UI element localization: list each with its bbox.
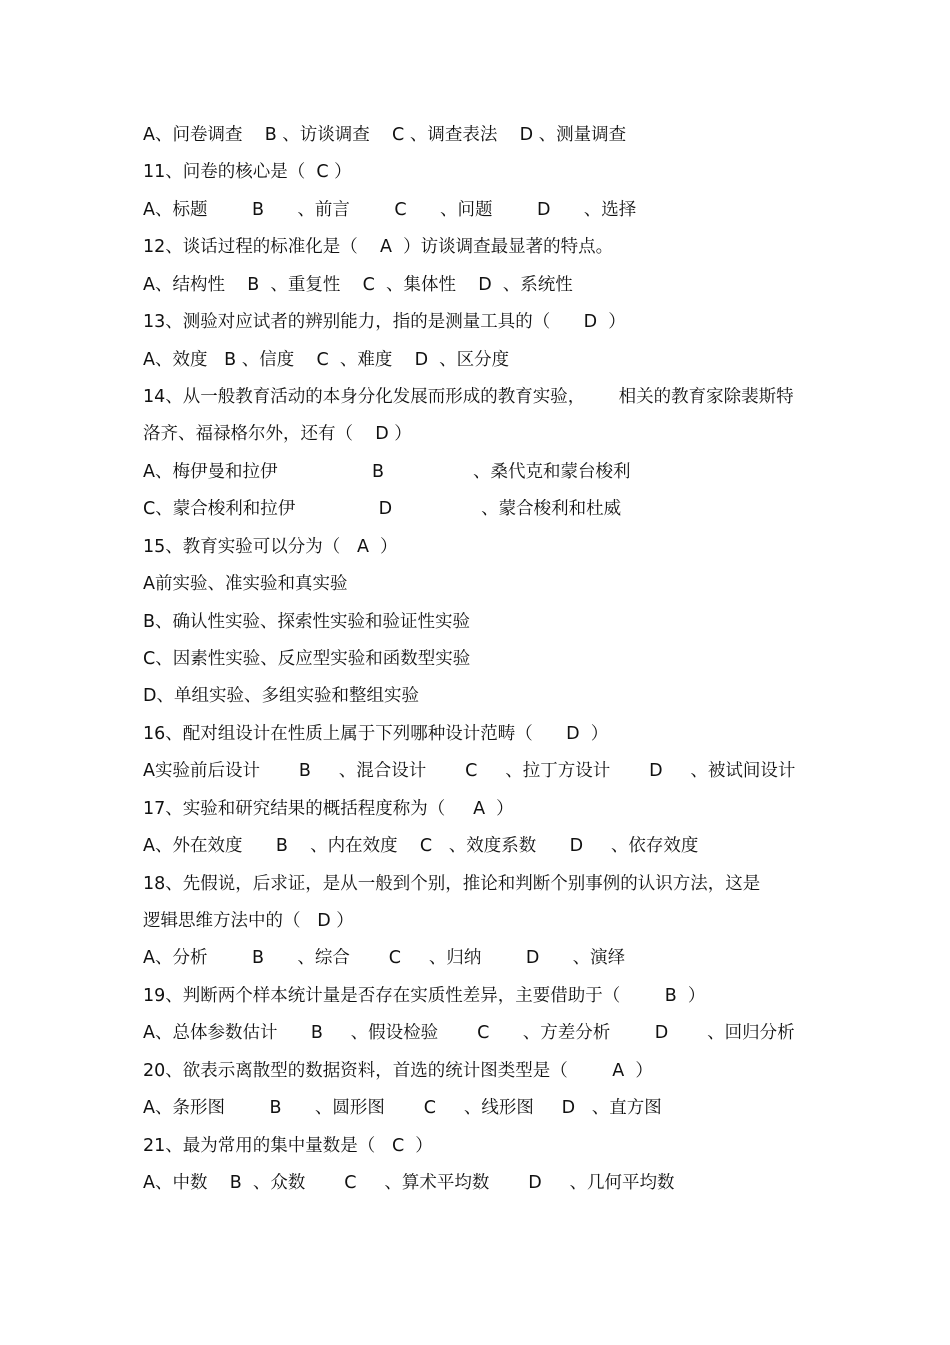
question-18-line-2: 逻辑思维方法中的（ D ） [143,911,354,931]
option-line-14-cd: C、蒙合梭利和拉伊 D 、蒙合梭利和杜威 [143,499,622,519]
option-15-c: C、因素性实验、反应型实验和函数型实验 [143,649,471,669]
option-line-14-ab: A、梅伊曼和拉伊 B 、桑代克和蒙台梭利 [143,462,631,482]
question-21: 21、最为常用的集中量数是（ C ） [143,1136,433,1156]
option-15-d: D、单组实验、多组实验和整组实验 [143,686,419,706]
option-15-b: B、确认性实验、探索性实验和验证性实验 [143,612,471,632]
question-11: 11、问卷的核心是（ C ） [143,162,352,182]
question-15: 15、教育实验可以分为（ A ） [143,537,398,557]
question-20: 20、欲表示离散型的数据资料，首选的统计图类型是（ A ） [143,1061,653,1081]
option-line-10: A、问卷调查 B 、访谈调查 C 、调查表法 D 、测量调查 [143,125,627,145]
option-line-12: A、结构性 B 、重复性 C 、集体性 D 、系统性 [143,275,573,295]
question-17: 17、实验和研究结果的概括程度称为（ A ） [143,799,514,819]
option-line-19: A、总体参数估计 B 、假设检验 C 、方差分析 D 、回归分析 [143,1023,795,1043]
option-line-13: A、效度 B 、信度 C 、难度 D 、区分度 [143,350,510,370]
option-line-11: A、标题 B 、前言 C 、问题 D 、选择 [143,200,637,220]
option-line-18: A、分析 B 、综合 C 、归纳 D 、演绎 [143,948,626,968]
question-14-line-2: 洛齐、福禄格尔外，还有（ D ） [143,424,412,444]
option-15-a: A前实验、准实验和真实验 [143,574,348,594]
option-line-17: A、外在效度 B 、内在效度 C 、效度系数 D 、依存效度 [143,836,699,856]
question-19: 19、判断两个样本统计量是否存在实质性差异，主要借助于（ B ） [143,986,706,1006]
question-16: 16、配对组设计在性质上属于下列哪种设计范畴（ D ） [143,724,609,744]
question-12: 12、谈话过程的标准化是（ A ）访谈调查最显著的特点。 [143,237,614,257]
option-line-20: A、条形图 B 、圆形图 C 、线形图 D 、直方图 [143,1098,662,1118]
option-line-21: A、中数 B 、众数 C 、算术平均数 D 、几何平均数 [143,1173,675,1193]
question-14-line-1: 14、从一般教育活动的本身分化发展而形成的教育实验， 相关的教育家除裴斯特 [143,387,794,407]
question-18-line-1: 18、先假说，后求证，是从一般到个别，推论和判断个别事例的认识方法，这是 [143,874,761,894]
question-13: 13、测验对应试者的辨别能力，指的是测量工具的（ D ） [143,312,626,332]
option-line-16: A实验前后设计 B 、混合设计 C 、拉丁方设计 D 、被试间设计 [143,761,796,781]
